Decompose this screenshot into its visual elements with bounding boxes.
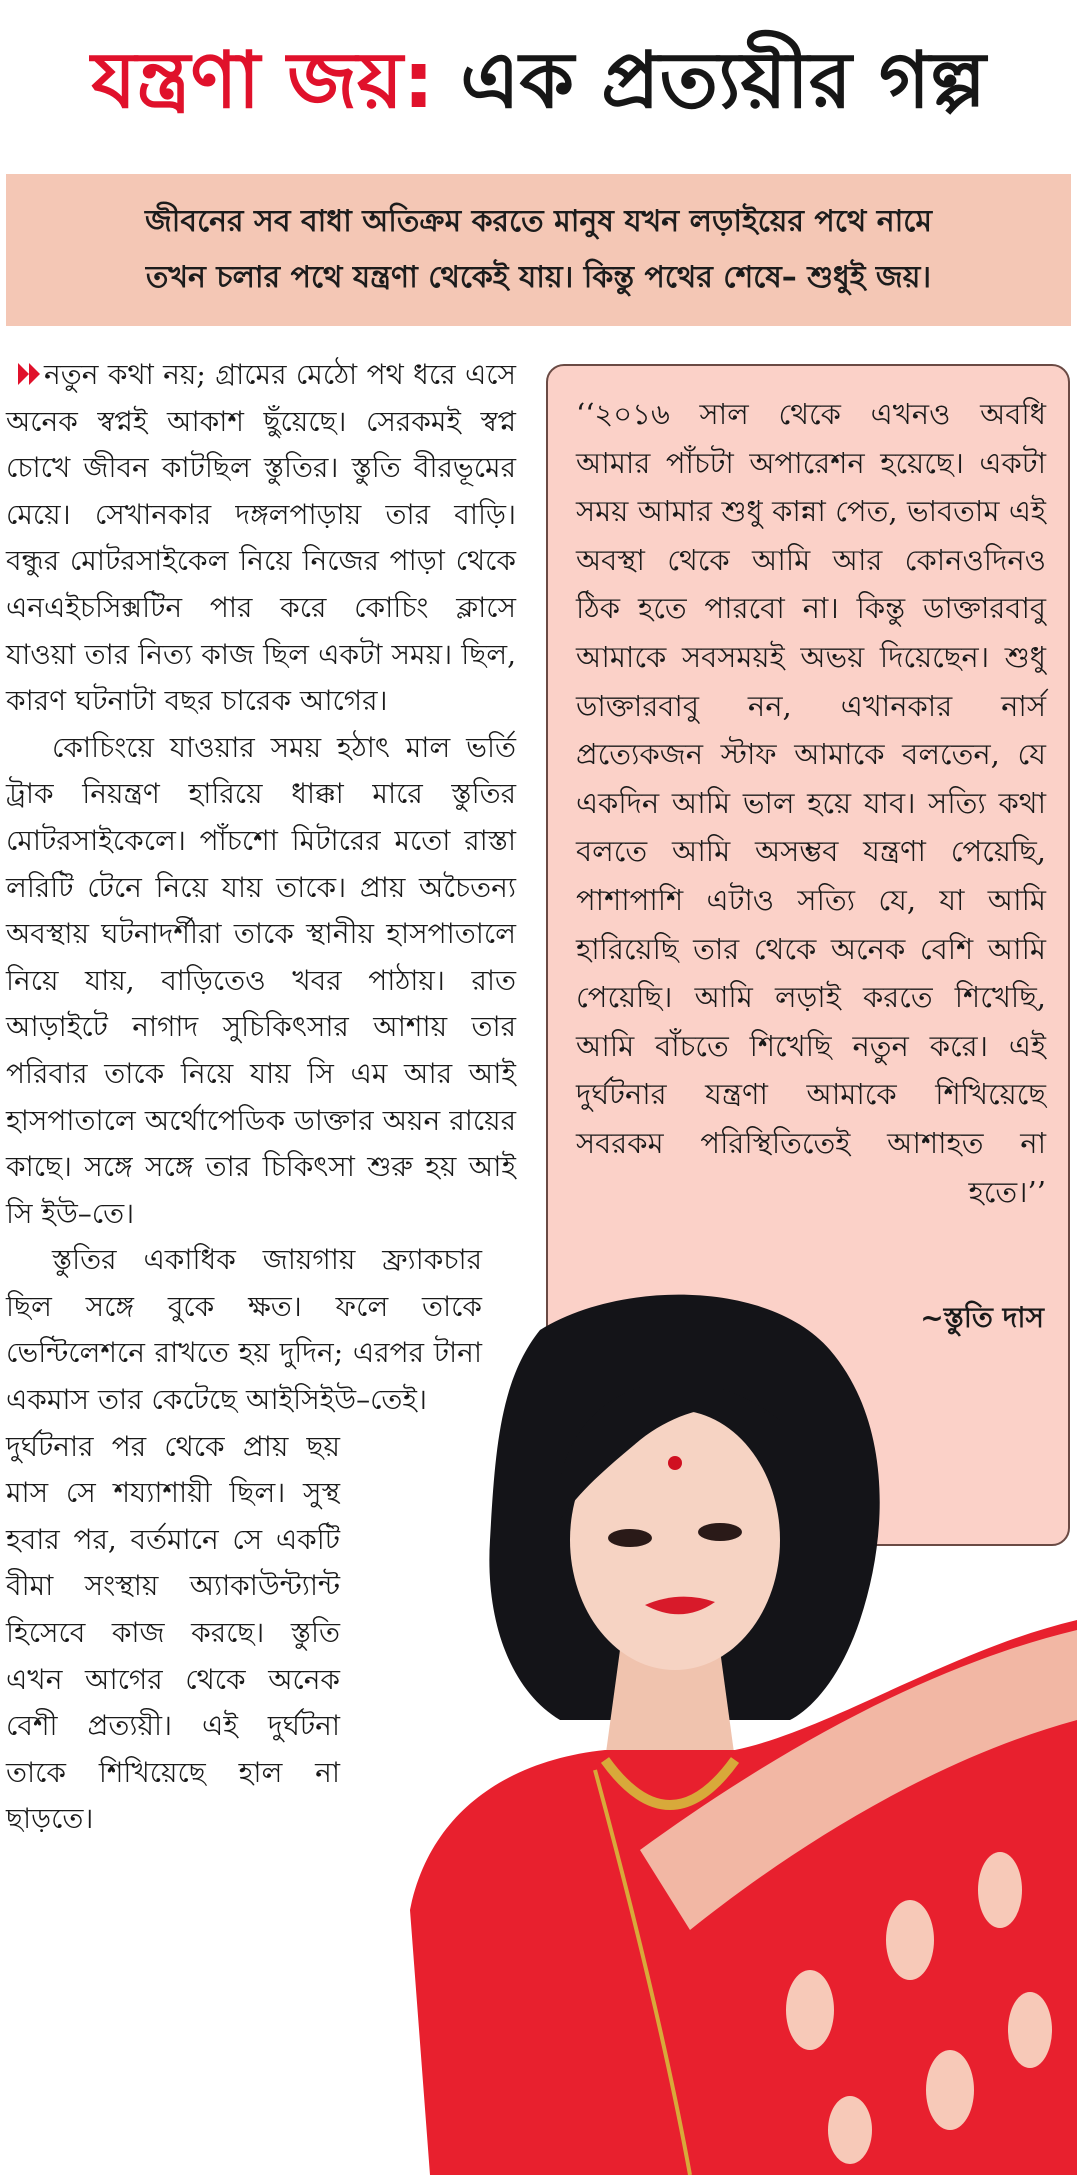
double-triangle-bullet-icon bbox=[18, 363, 40, 385]
portrait-eye-left bbox=[608, 1529, 652, 1547]
article-paragraph-1 bbox=[6, 352, 516, 725]
portrait-eye-right bbox=[698, 1523, 742, 1541]
headline bbox=[0, 0, 1077, 170]
article-paragraph-1-text: নতুন কথা নয়; গ্রামের মেঠো পথ ধরে এসে অনেক স্বপ্নই আকাশ ছুঁয়েছে। সেরকমই স্বপ্ন চোখে জীবন কাটছিল স্তুতির। স্তুতি বীরভূমের মেয়ে। সেখানকার দঙ্গলপাড়ায় তার বাড়ি। বন্ধুর মোটরসাইকেল নিয়ে নিজের পাড়া থেকে এনএইচসিক্সটিন পার করে কোচিং ক্লাসে যাওয়া তার নিত্য কাজ ছিল একটা সময়। ছিল, কারণ ঘটনাটা বছর চারেক আগের। bbox=[6, 358, 516, 718]
portrait-photo bbox=[390, 1290, 1077, 2175]
subhead-banner bbox=[6, 174, 1071, 326]
article-paragraph-4: দুর্ঘটনার পর থেকে প্রায় ছয় মাস সে শয্যাশায়ী ছিল। সুস্থ হবার পর, বর্তমানে সে একটি বীমা সংস্থায় অ্যাকাউন্ট্যান্ট হিসেবে কাজ করছে। স্তুতি এখন আগের থেকে অনেক বেশী প্রত্যয়ী। এই দুর্ঘটনা তাকে শিখিয়েছে হাল না ছাড়তে। bbox=[6, 1429, 340, 1836]
quote-author: ~স্তুতি দাস bbox=[920, 1301, 1044, 1334]
quote-text: ‘‘২০১৬ সাল থেকে এখনও অবধি আমার পাঁচটা অপারেশন হয়েছে। একটা সময় আমার শুধু কান্না পেত, ভাবতাম এই অবস্থা থেকে আমি আর কোনওদিনও ঠিক হতে পারবো না। কিন্তু ডাক্তারবাবু আমাকে সবসময়ই অভয় দিয়েছেন। শুধু ডাক্তারবাবু নন, এখানকার নার্স প্রত্যেকজন স্টাফ আমাকে বলতেন, যে একদিন আমি ভাল হয়ে যাব। সত্যি কথা বলতে আমি অসম্ভব যন্ত্রণা পেয়েছি, পাশাপাশি এটাও সত্যি যে, যা আমি হারিয়েছি তার থেকে অনেক বেশি আমি পেয়েছি। আমি লড়াই করতে শিখেছি, আমি বাঁচতে শিখেছি নতুন করে। এই দুর্ঘটনার যন্ত্রণা আমাকে শিখিয়েছে সবরকম পরিস্থিতিতেই আশাহত না হতে।’’ bbox=[576, 397, 1046, 1209]
portrait-bindi bbox=[668, 1456, 682, 1470]
article-paragraph-2: কোচিংয়ে যাওয়ার সময় হঠাৎ মাল ভর্তি ট্রাক নিয়ন্ত্রণ হারিয়ে ধাক্কা মারে স্তুতির মোটরসাইকেলে। পাঁচশো মিটারের মতো রাস্তা লরিটি টেনে নিয়ে যায় তাকে। প্রায় অচৈতন্য অবস্থায় ঘটনাদর্শীরা তাকে স্থানীয় হাসপাতালে নিয়ে যায়, বাড়িতেও খবর পাঠায়। রাত আড়াইটে নাগাদ সুচিকিৎসার আশায় তার পরিবার তাকে নিয়ে যায় সি এম আর আই হাসপাতালে অর্থোপেডিক ডাক্তার অয়ন রায়ের কাছে। সঙ্গে সঙ্গে তার চিকিৎসা শুরু হয় আই সি ইউ–তে। bbox=[6, 730, 516, 1230]
subhead-line-2: তখন চলার পথে যন্ত্রণা থেকেই যায়। কিন্তু পথের শেষে– শুধুই জয়। bbox=[145, 260, 932, 295]
article-paragraph-3: স্তুতির একাধিক জায়গায় ফ্র্যাকচার ছিল সঙ্গে বুকে ক্ষত। ফলে তাকে ভেন্টিলেশনে রাখতে হয় দুদিন; এরপর টানা একমাস তার কেটেছে আইসিইউ–তেই। bbox=[6, 1243, 482, 1417]
subhead-line-1: জীবনের সব বাধা অতিক্রম করতে মানুষ যখন লড়াইয়ের পথে নামে bbox=[144, 204, 933, 239]
headline-red-part: যন্ত্রণা জয়: bbox=[91, 36, 435, 126]
headline-black-part: এক প্রত্যয়ীর গল্প bbox=[460, 36, 986, 126]
